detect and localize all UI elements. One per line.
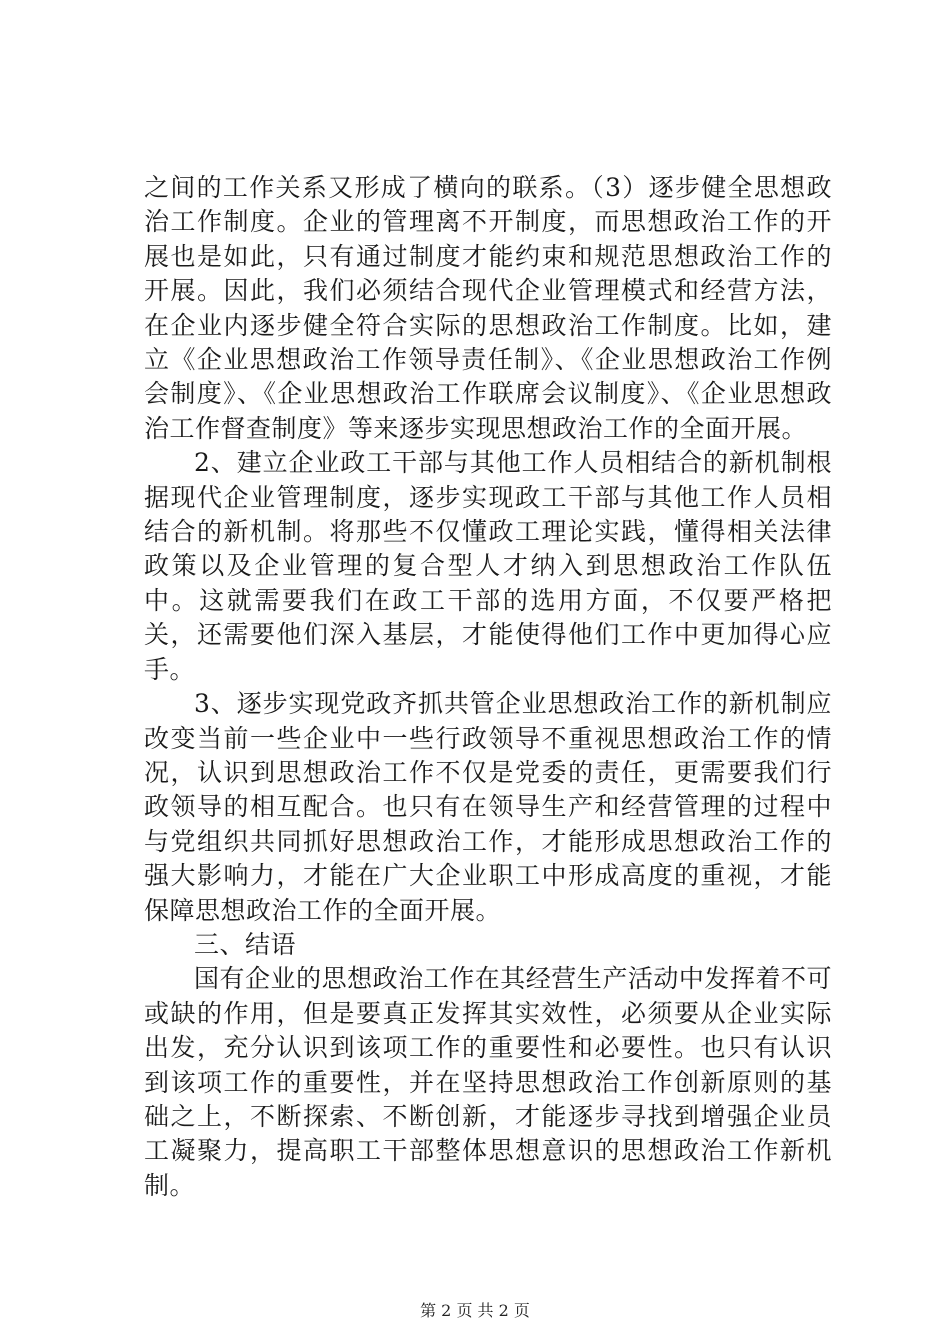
paragraph-item-2: 2、建立企业政工干部与其他工作人员相结合的新机制根据现代企业管理制度，逐步实现政工干部与其他工作人员相结合的新机制。将那些不仅懂政工理论实践，懂得相关法律政策以及企业管理的复合型人才纳入到思想政治工作队伍中。这就需要我们在政工干部的选用方面，不仅要严格把关，还需要他们深入基层，才能使得他们工作中更加得心应手。 [144, 448, 832, 684]
paragraph-continuation: 之间的工作关系又形成了横向的联系。（3）逐步健全思想政治工作制度。企业的管理离不开制度，而思想政治工作的开展也是如此，只有通过制度才能约束和规范思想政治工作的开展。因此，我们必须结合现代企业管理模式和经营方法，在企业内逐步健全符合实际的思想政治工作制度。比如，建立《企业思想政治工作领导责任制》、《企业思想政治工作例会制度》、《企业思想政治工作联席会议制度》、《企业思想政治工作督查制度》等来逐步实现思想政治工作的全面开展。 [144, 173, 832, 443]
page-number-footer: 第 2 页 共 2 页 [420, 1301, 530, 1320]
section-heading-conclusion: 三、结语 [194, 929, 297, 959]
paragraph-conclusion: 国有企业的思想政治工作在其经营生产活动中发挥着不可或缺的作用，但是要真正发挥其实效性，必须要从企业实际出发，充分认识到该项工作的重要性和必要性。也只有认识到该项工作的重要性，并在坚持思想政治工作创新原则的基础之上，不断探索、不断创新，才能逐步寻找到增强企业员工凝聚力，提高职工干部整体思想意识的思想政治工作新机制。 [144, 964, 832, 1200]
paragraph-item-3: 3、逐步实现党政齐抓共管企业思想政治工作的新机制应改变当前一些企业中一些行政领导不重视思想政治工作的情况，认识到思想政治工作不仅是党委的责任，更需要我们行政领导的相互配合。也只有在领导生产和经营管理的过程中与党组织共同抓好思想政治工作，才能形成思想政治工作的强大影响力，才能在广大企业职工中形成高度的重视，才能保障思想政治工作的全面开展。 [144, 689, 832, 925]
document-body [144, 171, 832, 1203]
